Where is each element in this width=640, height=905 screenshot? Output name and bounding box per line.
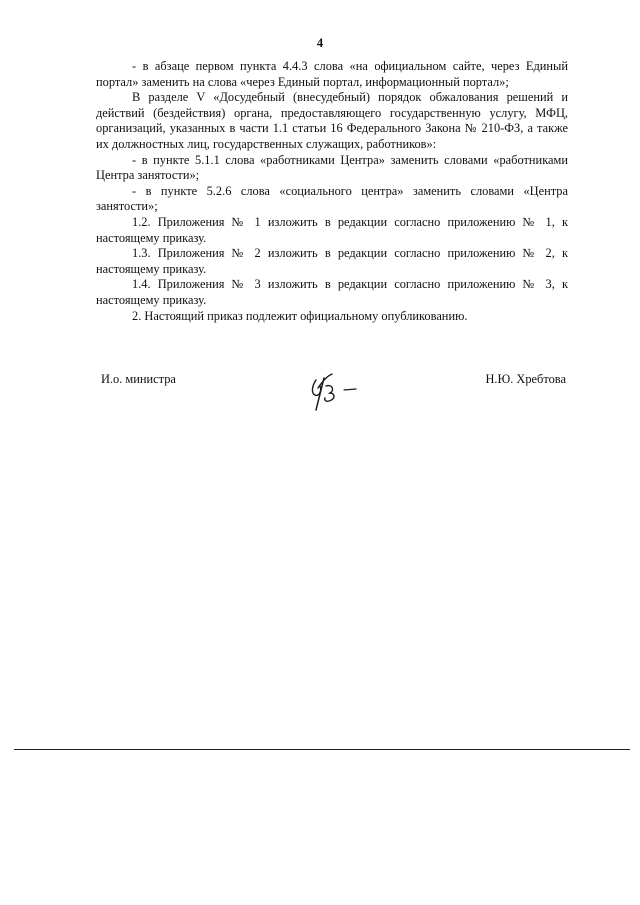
paragraph-item-2: 2. Настоящий приказ подлежит официальному опубликованию. xyxy=(132,308,468,323)
paragraph-amend-5-1-1: - в пункте 5.1.1 слова «работниками Центра» заменить словами «работниками Центра занятости»; xyxy=(96,152,568,183)
paragraph-item-1-2: 1.2. Приложения № 1 изложить в редакции согласно приложению № 1, к настоящему приказу. xyxy=(96,214,568,245)
signer-name: Н.Ю. Хребтова xyxy=(485,372,566,386)
page-number: 4 xyxy=(316,36,324,50)
paragraph-amend-5-2-6: - в пункте 5.2.6 слова «социального центра» заменить словами «Центра занятости»; xyxy=(96,183,568,214)
signer-position: И.о. министра xyxy=(101,372,176,386)
handwritten-signature xyxy=(302,366,366,416)
bottom-divider xyxy=(14,749,630,750)
paragraph-item-1-4: 1.4. Приложения № 3 изложить в редакции согласно приложению № 3, к настоящему приказу. xyxy=(96,277,568,307)
document-body xyxy=(96,59,568,324)
signature-block xyxy=(0,366,640,426)
paragraph-section-v: В разделе V «Досудебный (внесудебный) порядок обжалования решений и действий (бездействия) органа, предоставляющего государственную услугу, МФЦ, организаций, указанных в части 1.1 статьи 16 Федерального Закона № 210-ФЗ, а также их должностных лиц, государственных служащих, работников»: xyxy=(96,90,568,151)
paragraph-item-1-3: 1.3. Приложения № 2 изложить в редакции согласно приложению № 2, к настоящему приказу. xyxy=(96,246,568,276)
paragraph-amend-4-4-3: - в абзаце первом пункта 4.4.3 слова «на официальном сайте, через Единый портал» заменить на слова «через Единый портал, информационный портал»; xyxy=(96,59,568,89)
